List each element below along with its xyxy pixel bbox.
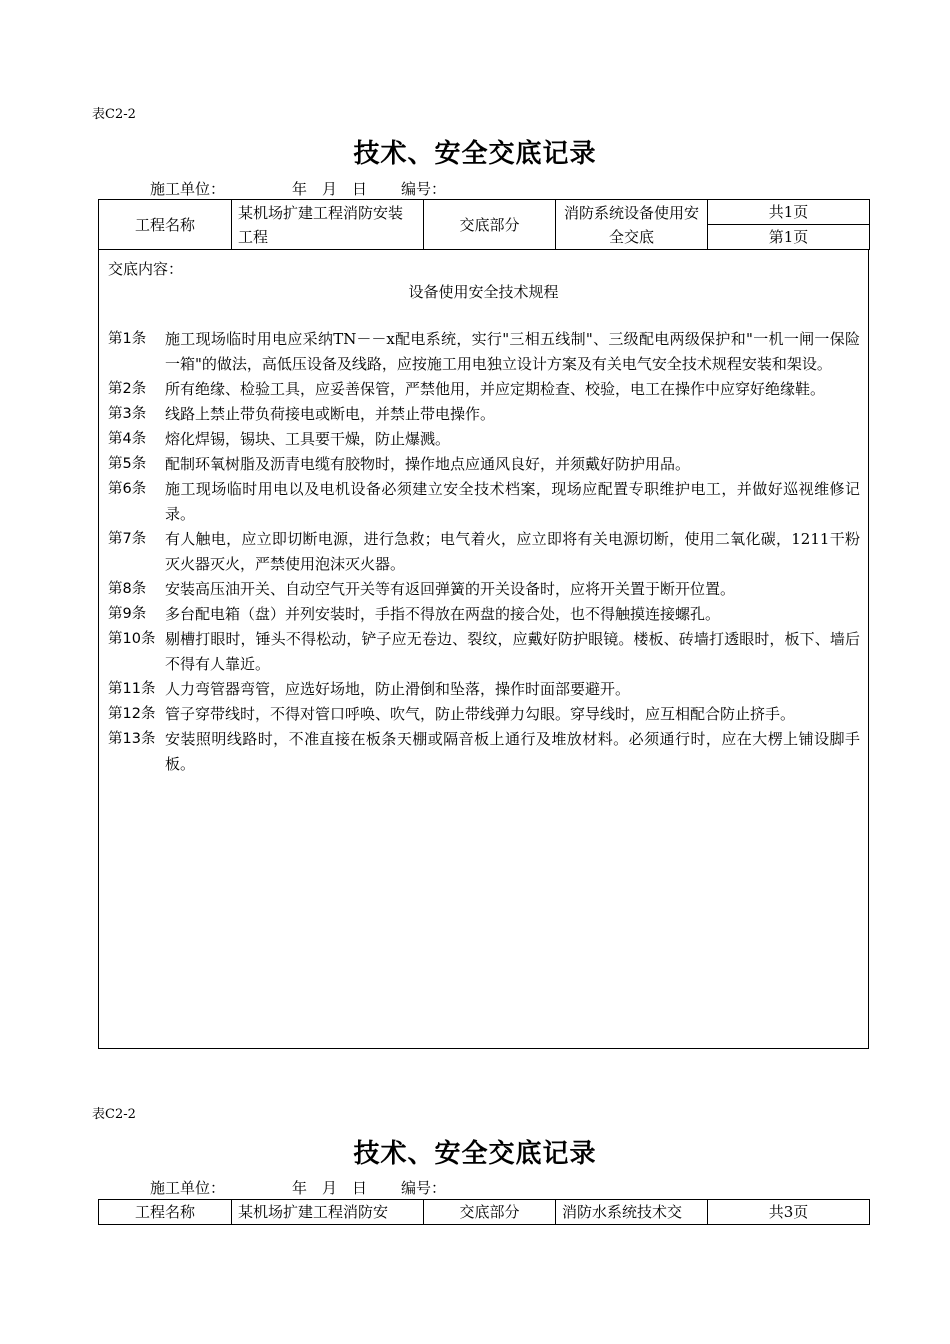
page-number: 第1页 [708,225,870,250]
article-item [108,702,860,727]
article-item [108,727,860,777]
date-label: 年 月 日 [292,180,368,198]
content-subtitle: 设备使用安全技术规程 [408,283,559,301]
construction-unit-label: 施工单位： [150,180,226,198]
article-item [108,577,860,602]
project-name-label: 工程名称 [99,1200,232,1225]
article-item [108,377,860,402]
header-table [98,199,870,250]
article-number: 第7条 [108,531,147,547]
article-number: 第3条 [108,406,147,422]
form-number-page2: 表C2-2 [92,1107,136,1122]
article-number: 第2条 [108,381,147,397]
article-text: 安装照明线路时，不准直接在板条天棚或隔音板上通行及堆放材料。必须通行时，应在大楞上铺设脚手板。 [165,730,860,773]
page-title: 技术、安全交底记录 [353,139,597,169]
article-text: 施工现场临时用电以及电机设备必须建立安全技术档案，现场应配置专职维护电工，并做好巡视维修记录。 [165,480,860,523]
article-text: 所有绝缘、检验工具，应妥善保管，严禁他用，并应定期检查、校验，电工在操作中应穿好绝缘鞋。 [165,380,826,398]
project-name-value: 某机场扩建工程消防安装工程 [232,200,424,250]
article-text: 管子穿带线时，不得对管口呼唤、吹气，防止带线弹力勾眼。穿导线时，应互相配合防止挤手。 [165,705,796,723]
article-item [108,452,860,477]
content-box [98,250,869,1049]
article-text: 配制环氧树脂及沥青电缆有胶物时，操作地点应通风良好，并须戴好防护用品。 [165,455,691,473]
date-label: 年 月 日 [292,1179,368,1197]
article-text: 安装高压油开关、自动空气开关等有返回弹簧的开关设备时，应将开关置于断开位置。 [165,580,736,598]
article-number: 第1条 [108,331,147,347]
construction-unit-label: 施工单位： [150,1179,226,1197]
article-text: 剔槽打眼时，锤头不得松动，铲子应无卷边、裂纹，应戴好防护眼镜。楼板、砖墙打透眼时，板下、墙后不得有人靠近。 [165,630,860,673]
article-number: 第4条 [108,431,147,447]
disclosure-part-value: 消防水系统技术交 [556,1200,708,1225]
article-number: 第5条 [108,456,147,472]
article-item [108,402,860,427]
total-pages: 共3页 [708,1200,870,1225]
info-line-page2 [150,1177,550,1197]
content-label: 交底内容： [108,260,184,278]
article-text: 熔化焊锡，锡块、工具要干燥，防止爆溅。 [165,430,451,448]
form-number: 表C2-2 [92,107,136,122]
article-item [108,527,860,577]
serial-number-label: 编号： [401,180,447,198]
article-item [108,427,860,452]
article-number: 第12条 [108,706,156,722]
article-text: 多台配电箱（盘）并列安装时，手指不得放在两盘的接合处，也不得触摸连接螺孔。 [165,605,721,623]
article-number: 第11条 [108,681,156,697]
article-number: 第6条 [108,481,147,497]
article-number: 第13条 [108,731,156,747]
disclosure-part-value: 消防系统设备使用安全交底 [556,200,708,250]
page-title-page2: 技术、安全交底记录 [353,1139,597,1169]
article-text: 有人触电，应立即切断电源，进行急救；电气着火，应立即将有关电源切断，使用二氧化碳，1211干粉灭火器灭火，严禁使用泡沫灭火器。 [165,530,860,573]
header-table-page2 [98,1199,870,1225]
article-number: 第8条 [108,581,147,597]
total-pages: 共1页 [708,200,870,225]
disclosure-part-label: 交底部分 [424,1200,556,1225]
article-list [108,327,860,777]
article-item [108,627,860,677]
article-number: 第9条 [108,606,147,622]
article-text: 施工现场临时用电应采纳TN－－x配电系统，实行"三相五线制"、三级配电两级保护和"一机一闸一保险一箱"的做法，高低压设备及线路，应按施工用电独立设计方案及有关电气安全技术规程安装和架设。 [165,330,860,373]
article-text: 人力弯管器弯管，应选好场地，防止滑倒和坠落，操作时面部要避开。 [165,680,631,698]
article-item [108,677,860,702]
disclosure-part-label: 交底部分 [424,200,556,250]
project-name-value: 某机场扩建工程消防安 [232,1200,424,1225]
article-text: 线路上禁止带负荷接电或断电，并禁止带电操作。 [165,405,496,423]
info-line [150,178,550,198]
project-name-label: 工程名称 [99,200,232,250]
article-item [108,477,860,527]
serial-number-label: 编号： [401,1179,447,1197]
article-item [108,602,860,627]
article-item [108,327,860,377]
article-number: 第10条 [108,631,156,647]
